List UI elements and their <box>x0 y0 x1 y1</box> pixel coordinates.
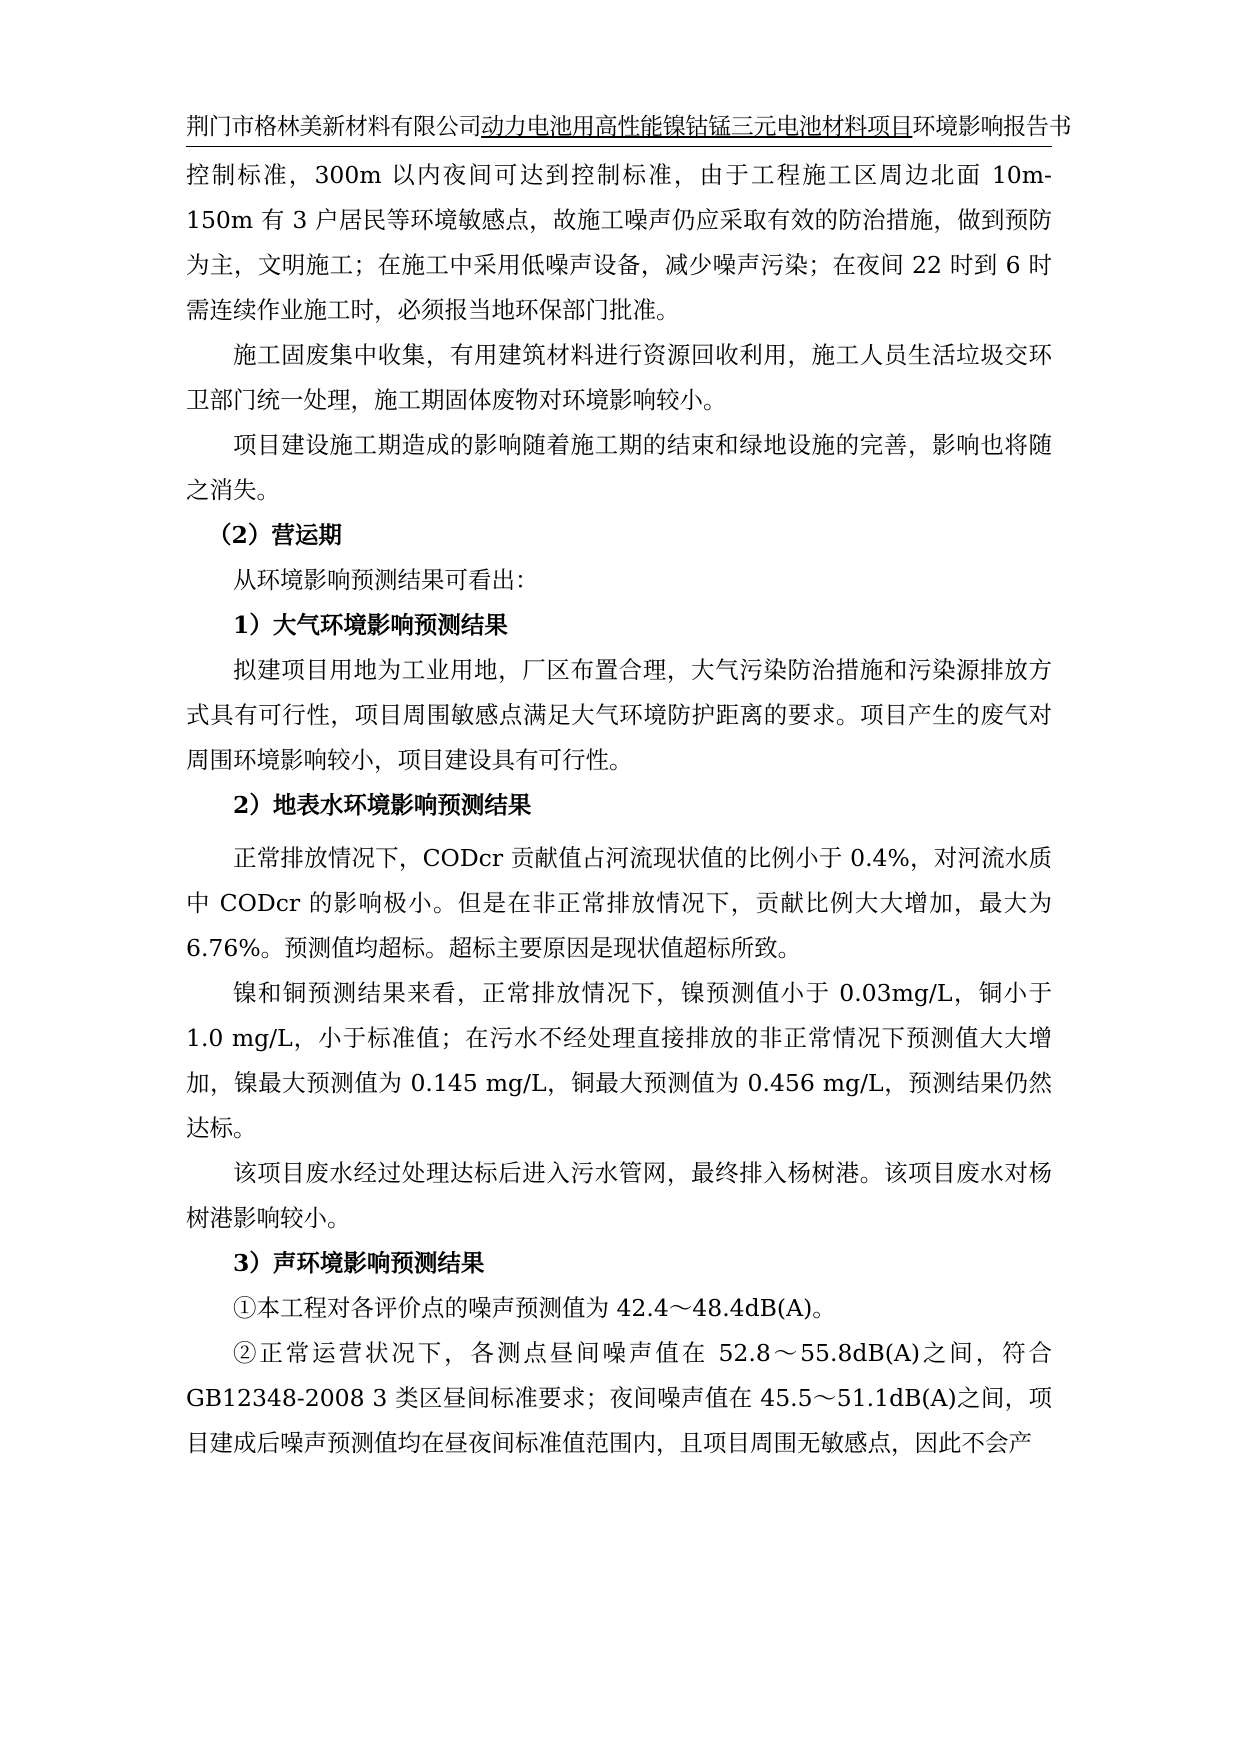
header-rule <box>186 146 1052 147</box>
paragraph-solid-waste: 施工固废集中收集，有用建筑材料进行资源回收利用，施工人员生活垃圾交环卫部门统一处理，施工期固体废物对环境影响较小。 <box>186 341 1052 414</box>
heading-noise-prediction: 3）声环境影响预测结果 <box>233 1249 485 1277</box>
paragraph-air-prediction: 拟建项目用地为工业用地，厂区布置合理，大气污染防治措施和污染源排放方式具有可行性，项目周围敏感点满足大气环境防护距离的要求。项目产生的废气对周围环境影响较小，项目建设具有可行性。 <box>186 656 1052 774</box>
paragraph-noise-1: ①本工程对各评价点的噪声预测值为 42.4～48.4dB(A)。 <box>233 1294 836 1322</box>
document-body <box>186 153 1052 1466</box>
paragraph-prediction-intro: 从环境影响预测结果可看出： <box>233 566 539 594</box>
paragraph-codcr: 正常排放情况下，CODcr 贡献值占河流现状值的比例小于 0.4%，对河流水质中 CODcr 的影响极小。但是在非正常排放情况下，贡献比例大大增加，最大为 6.76%。预测值均超标。超标主要原因是现状值超标所致。 <box>186 844 1052 962</box>
paragraph-nickel-copper: 镍和铜预测结果来看，正常排放情况下，镍预测值小于 0.03mg/L，铜小于 1.0 mg/L，小于标准值；在污水不经处理直接排放的非正常情况下预测值大大增加，镍最大预测值为 0.145 mg/L，铜最大预测值为 0.456 mg/L，预测结果仍然达标。 <box>186 979 1052 1142</box>
header-company: 荆门市格林美新材料有限公司 <box>186 114 482 140</box>
heading-air-prediction: 1）大气环境影响预测结果 <box>233 611 508 639</box>
paragraph-noise-2: ②正常运营状况下，各测点昼间噪声值在 52.8～55.8dB(A)之间，符合 GB12348-2008 3 类区昼间标准要求；夜间噪声值在 45.5～51.1dB(A)之间，项目建成后噪声预测值均在昼夜间标准值范围内，且项目周围无敏感点，因此不会产 <box>186 1339 1052 1457</box>
paragraph-construction-impact: 项目建设施工期造成的影响随着施工期的结束和绿地设施的完善，影响也将随之消失。 <box>186 431 1052 504</box>
paragraph-wastewater: 该项目废水经过处理达标后进入污水管网，最终排入杨树港。该项目废水对杨树港影响较小。 <box>186 1159 1052 1232</box>
page-header <box>186 112 1072 142</box>
header-project-name: 动力电池用高性能镍钴锰三元电池材料项目 <box>481 114 913 140</box>
header-doc-type: 环境影响报告书 <box>912 114 1072 140</box>
heading-operation-period: （2）营运期 <box>208 521 342 549</box>
heading-surface-water-prediction: 2）地表水环境影响预测结果 <box>233 791 532 819</box>
paragraph-noise-control-cont: 控制标准，300m 以内夜间可达到控制标准，由于工程施工区周边北面 10m-150m 有 3 户居民等环境敏感点，故施工噪声仍应采取有效的防治措施，做到预防为主，文明施工；在施工中采用低噪声设备，减少噪声污染；在夜间 22 时到 6 时需连续作业施工时，必须报当地环保部门批准。 <box>186 161 1052 324</box>
